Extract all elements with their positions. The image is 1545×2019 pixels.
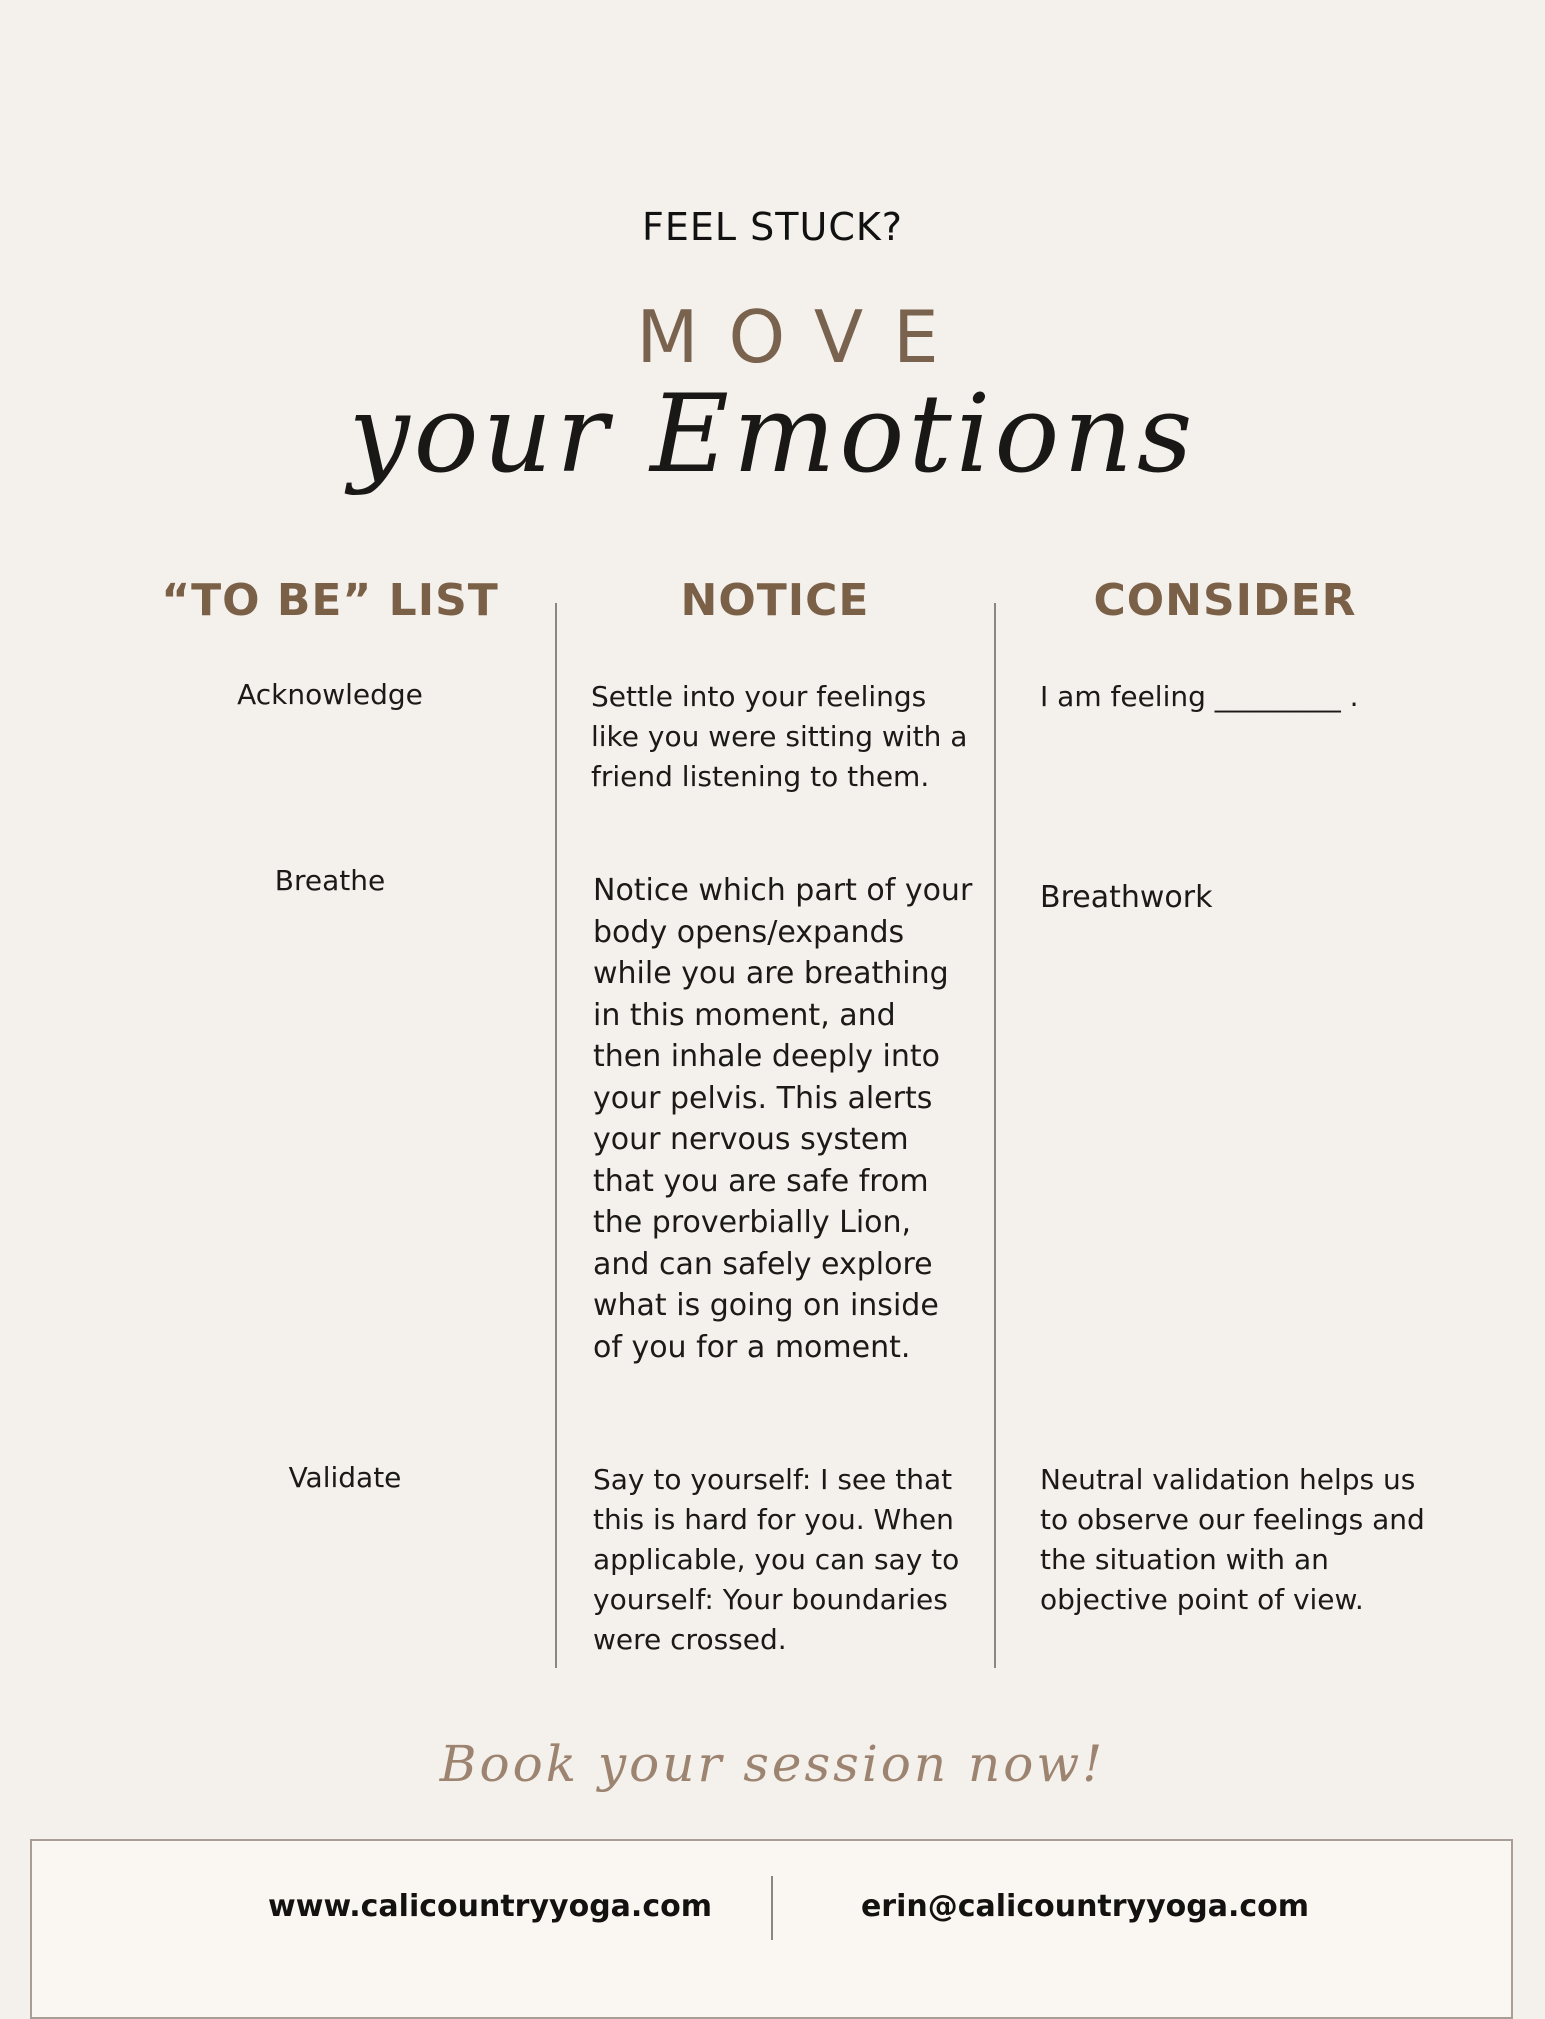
column-header-notice: NOTICE <box>680 575 870 626</box>
title-script-emotions: your Emotions <box>348 372 1197 497</box>
column-header-to-be-list: “TO BE” LIST <box>161 575 499 626</box>
to-be-item-breathe: Breathe <box>274 864 386 897</box>
column-header-consider: CONSIDER <box>1093 575 1357 626</box>
to-be-item-acknowledge: Acknowledge <box>237 678 423 711</box>
notice-text-validate: Say to yourself: I see that this is hard for you. When applicable, you can say to yourself: Your boundaries were crossed. <box>593 1463 960 1656</box>
title-move: MOVE <box>636 295 969 379</box>
column-divider-right <box>994 603 996 1668</box>
consider-text-breathe: Breathwork <box>1040 880 1213 915</box>
notice-text-breathe: Notice which part of your body opens/expands while you are breathing in this moment, and then inhale deeply into your pelvis. This alerts your nervous system that you are safe from the proverbially Lion, and can safely explore what is going on inside of you for a moment. <box>593 873 973 1365</box>
email-link[interactable]: erin@calicountryyoga.com <box>860 1889 1310 1924</box>
column-divider-left <box>555 603 557 1668</box>
book-session-script: Book your session now! <box>439 1735 1106 1793</box>
notice-text-acknowledge: Settle into your feelings like you were sitting with a friend listening to them. <box>591 680 968 793</box>
kicker-heading: FEEL STUCK? <box>642 205 903 249</box>
website-link[interactable]: www.calicountryyoga.com <box>268 1889 712 1924</box>
consider-text-acknowledge: I am feeling _________ . <box>1040 680 1359 713</box>
to-be-item-validate: Validate <box>288 1461 402 1494</box>
footer-divider <box>771 1876 773 1940</box>
consider-text-validate: Neutral validation helps us to observe our feelings and the situation with an objective point of view. <box>1040 1463 1425 1616</box>
